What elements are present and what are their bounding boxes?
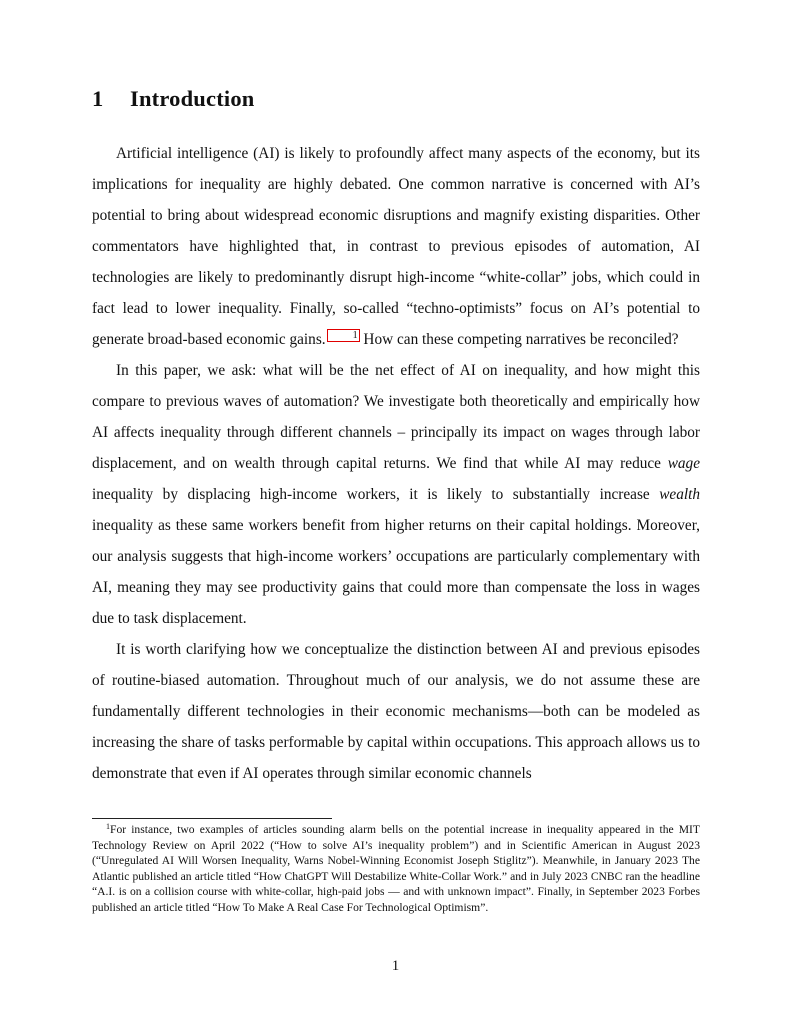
paragraph-2-text-a: In this paper, we ask: what will be the net effect of AI on inequality, and how might this compare to previous waves of automation? We investigate both theoretically and empirically how AI affects inequality through different channels – principally its impact on wages through labor displacement, and on wealth through capital returns. We find that while AI may reduce xyxy=(92,362,700,472)
footnote xyxy=(92,822,700,916)
paragraph-2-text-c: inequality as these same workers benefit from higher returns on their capital holdings. Moreover, our analysis suggests that high-income workers’ occupations are particularly complementary with AI, meaning they may see productivity gains that could more than compensate the loss in wages due to task displacement. xyxy=(92,517,700,627)
section-number: 1 xyxy=(92,86,104,111)
paragraph-1-text-end: How can these competing narratives be reconciled? xyxy=(359,331,679,348)
section-heading xyxy=(92,86,255,112)
footnote-marker: 1 xyxy=(106,822,110,831)
paragraph-1-text: Artificial intelligence (AI) is likely to profoundly affect many aspects of the economy, but its implications for inequality are highly debated. One common narrative is concerned with AI’s potential to bring about widespread economic disruptions and magnify existing disparities. Other commentators have highlighted that, in contrast to previous episodes of automation, AI technologies are likely to predominantly disrupt high-income “white-collar” jobs, which could in fact lead to lower inequality. Finally, so-called “techno-optimists” focus on AI’s potential to generate broad-based economic gains. xyxy=(92,145,700,348)
paragraph-2-text-b: inequality by displacing high-income workers, it is likely to substantially increase xyxy=(92,486,660,503)
page-number: 1 xyxy=(391,958,400,974)
paragraph-1 xyxy=(92,138,700,355)
paragraph-3: It is worth clarifying how we conceptualize the distinction between AI and previous episodes of routine-biased automation. Throughout much of our analysis, we do not assume these are fundamentally different technologies in their economic mechanisms—both can be modeled as increasing the share of tasks performable by capital within occupations. This approach allows us to demonstrate that even if AI operates through similar economic channels xyxy=(92,641,700,782)
body-text xyxy=(92,138,700,789)
section-title: Introduction xyxy=(130,86,255,111)
emphasis-wealth: wealth xyxy=(659,486,700,503)
footnote-link[interactable]: 1 xyxy=(327,329,360,342)
footnote-text: For instance, two examples of articles sounding alarm bells on the potential increase in inequality appeared in the MIT Technology Review on April 2022 (“How to solve AI’s inequality problem”) and in Scientific American in August 2023 (“Unregulated AI Will Worsen Inequality, Warns Nobel-Winning Economist Joseph Stiglitz”). Meanwhile, in January 2023 The Atlantic published an article titled “How ChatGPT Will Destabilize White-Collar Work.” and in July 2023 CNBC ran the headline “A.I. is on a collision course with white-collar, high-paid jobs — and with unknown impact”. Finally, in September 2023 Forbes published an article titled “How To Make A Real Case For Technological Optimism”. xyxy=(92,823,700,914)
footnote-1 xyxy=(92,822,700,916)
footnote-divider xyxy=(92,818,332,819)
emphasis-wage: wage xyxy=(667,455,700,472)
paragraph-2 xyxy=(92,355,700,634)
